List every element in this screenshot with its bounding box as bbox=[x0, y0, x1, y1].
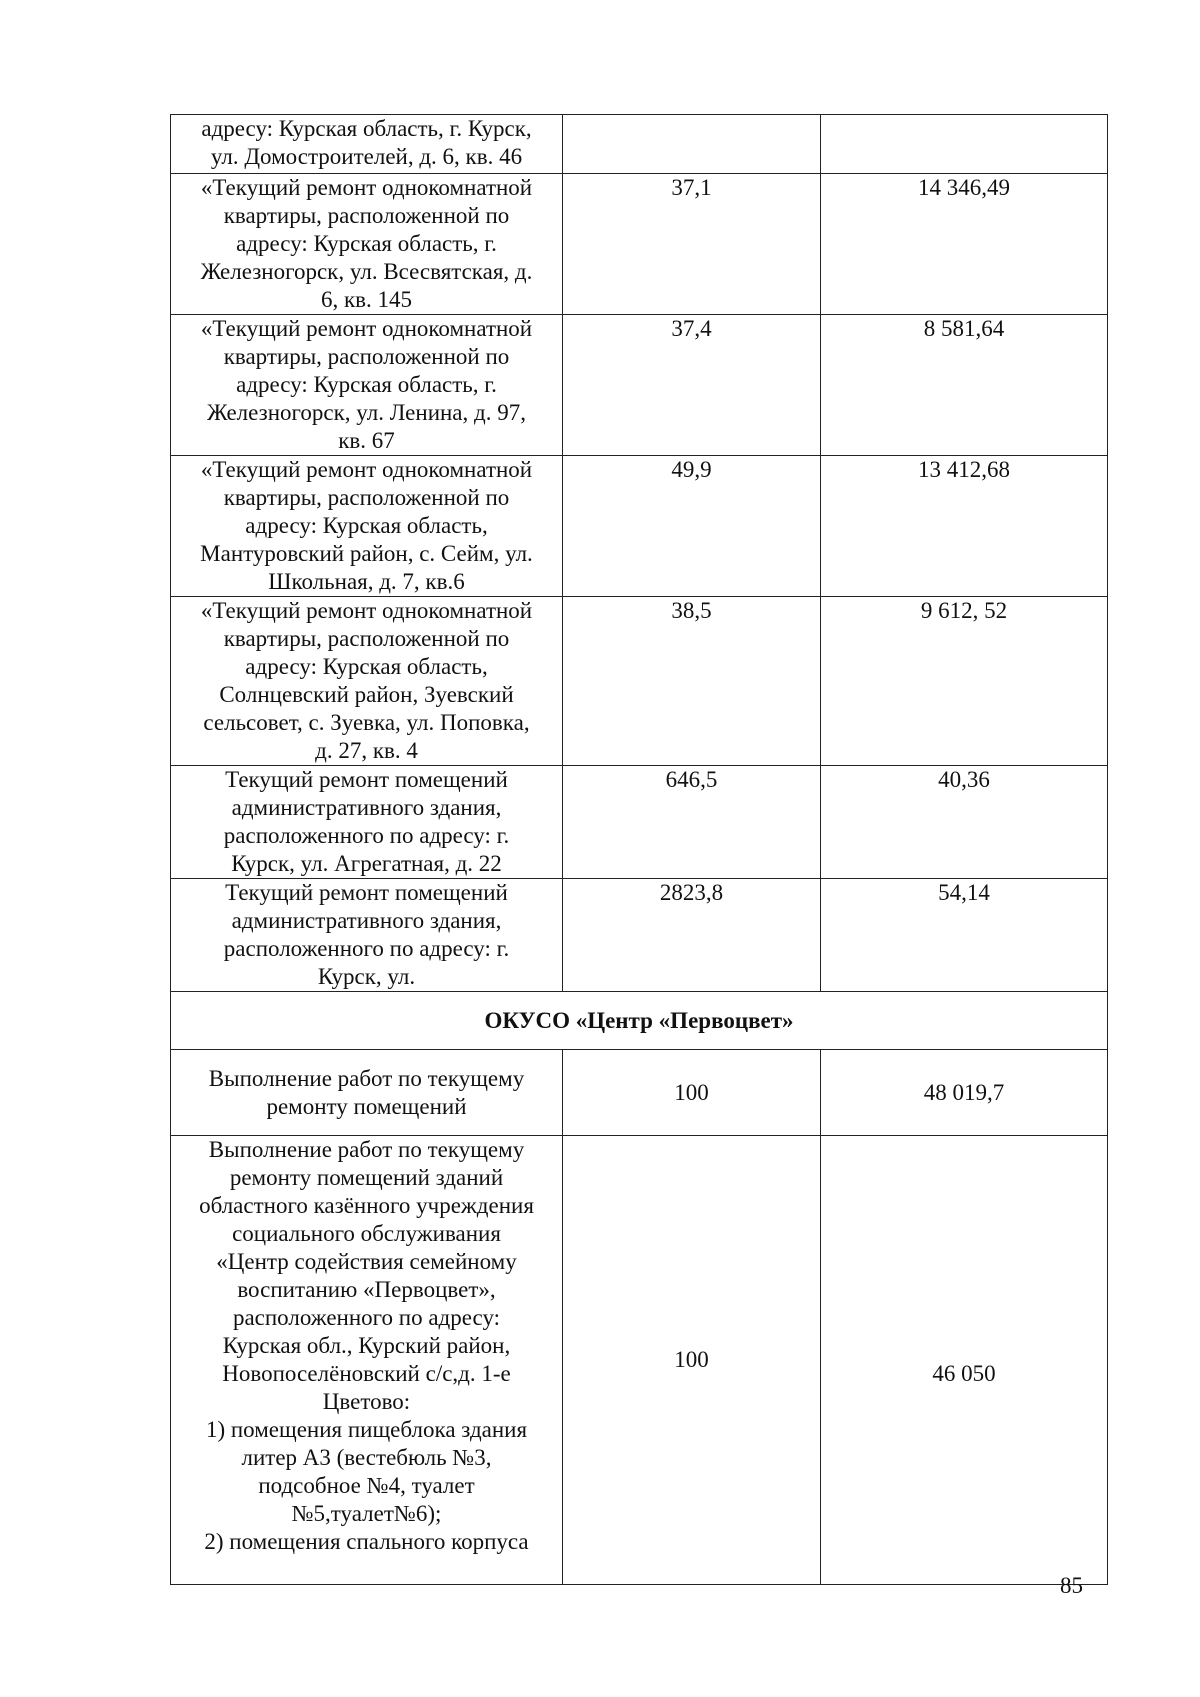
area-value: 100 bbox=[563, 1136, 821, 1585]
cost-value: 48 019,7 bbox=[821, 1050, 1108, 1136]
work-description: «Текущий ремонт однокомнатной квартиры, расположенной по адресу: Курская область, Мантуровский район, с. Сейм, ул. Школьная, д. 7, кв.6 bbox=[171, 456, 563, 597]
table-row bbox=[171, 766, 1108, 879]
table-row bbox=[171, 879, 1108, 992]
area-value: 38,5 bbox=[563, 597, 821, 766]
section-row bbox=[171, 992, 1108, 1050]
area-value: 2823,8 bbox=[563, 879, 821, 992]
section-title: ОКУСО «Центр «Первоцвет» bbox=[171, 992, 1108, 1050]
area-value: 49,9 bbox=[563, 456, 821, 597]
area-value: 37,1 bbox=[563, 174, 821, 315]
table-row bbox=[171, 456, 1108, 597]
work-description: Выполнение работ по текущему ремонту помещений bbox=[171, 1050, 563, 1136]
table-row bbox=[171, 1136, 1108, 1585]
cost-value: 14 346,49 bbox=[821, 174, 1108, 315]
cost-value: 54,14 bbox=[821, 879, 1108, 992]
table-row bbox=[171, 174, 1108, 315]
cost-value: 46 050 bbox=[821, 1136, 1108, 1585]
work-description: адресу: Курская область, г. Курск, ул. Домостроителей, д. 6, кв. 46 bbox=[171, 115, 563, 174]
works-table bbox=[170, 114, 1108, 1585]
area-value bbox=[563, 115, 821, 174]
cost-value: 13 412,68 bbox=[821, 456, 1108, 597]
cost-value: 40,36 bbox=[821, 766, 1108, 879]
area-value: 37,4 bbox=[563, 315, 821, 456]
table-row bbox=[171, 1050, 1108, 1136]
area-value: 646,5 bbox=[563, 766, 821, 879]
cost-value: 9 612, 52 bbox=[821, 597, 1108, 766]
table-row bbox=[171, 315, 1108, 456]
work-description: «Текущий ремонт однокомнатной квартиры, расположенной по адресу: Курская область, г. Железногорск, ул. Ленина, д. 97, кв. 67 bbox=[171, 315, 563, 456]
table-row bbox=[171, 597, 1108, 766]
page-number: 85 bbox=[1060, 1573, 1083, 1598]
cost-value: 8 581,64 bbox=[821, 315, 1108, 456]
work-description: «Текущий ремонт однокомнатной квартиры, расположенной по адресу: Курская область, Солнцевский район, Зуевский сельсовет, с. Зуевка, ул. Поповка, д. 27, кв. 4 bbox=[171, 597, 563, 766]
work-description: «Текущий ремонт однокомнатной квартиры, расположенной по адресу: Курская область, г. Железногорск, ул. Всесвятская, д. 6, кв. 145 bbox=[171, 174, 563, 315]
cost-value bbox=[821, 115, 1108, 174]
work-description: Текущий ремонт помещений административного здания, расположенного по адресу: г. Курск, ул. bbox=[171, 879, 563, 992]
area-value: 100 bbox=[563, 1050, 821, 1136]
work-description: Выполнение работ по текущему ремонту помещений зданий областного казённого учреждения социального обслуживания «Центр содействия семейному воспитанию «Первоцвет», расположенного по адресу: Курская обл., Курский район, Новопоселёновский с/с,д. 1-е Цветово: 1) помещения пищеблока здания литер А3 (вестебюль №3, подсобное №4, туалет №5,туалет№6); 2) помещения спального корпуса bbox=[171, 1136, 563, 1585]
table-row bbox=[171, 115, 1108, 174]
work-description: Текущий ремонт помещений административного здания, расположенного по адресу: г. Курск, ул. Агрегатная, д. 22 bbox=[171, 766, 563, 879]
